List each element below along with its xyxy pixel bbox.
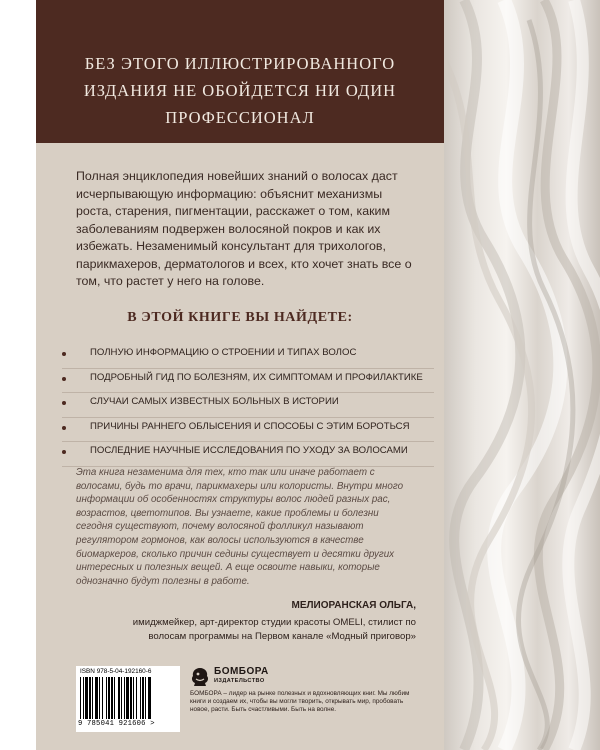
feature-list-item	[62, 393, 434, 418]
section-title: В ЭТОЙ КНИГЕ ВЫ НАЙДЕТЕ:	[127, 310, 353, 325]
headline: БЕЗ ЭТОГО ИЛЛЮСТРИРОВАННОГО ИЗДАНИЯ НЕ ОБОЙДЕТСЯ НИ ОДИН ПРОФЕССИОНАЛ	[83, 54, 397, 127]
publisher-description: БОМБОРА – лидер на рынке полезных и вдохновляющих книг. Мы любим книги и создаем их, чтобы вы могли творить, открывать мир, пробовать новое, расти. Быть счастливыми. Быть на волне.	[190, 690, 410, 714]
feature-list-item	[62, 418, 434, 443]
publisher-subtitle: ИЗДАТЕЛЬСТВО	[214, 678, 265, 684]
feature-list	[62, 344, 434, 467]
reviewer-name: МЕЛИОРАНСКАЯ ОЛЬГА,	[291, 600, 416, 611]
feature-text: СЛУЧАИ САМЫХ ИЗВЕСТНЫХ БОЛЬНЫХ В ИСТОРИИ	[90, 396, 339, 407]
isbn-label: ISBN 978-5-04-192160-6	[80, 668, 152, 675]
review-quote: Эта книга незаменима для тех, кто так или иначе работает с волосами, будь то врачи, парикмахеры или колористы. Внутри много информации об особенностях структуры волос людей разных рас, возрастов, цветотипов. Вы узнаете, какие проблемы и болезни сегодня существуют, почему волосяной фолликул называют регулятором гормонов, как волосы используются в качестве биомаркеров, сколько причин седины существует и десятки других интересных и полезных вещей. А еще освоите навыки, которые однозначно будут полезны в работе.	[76, 467, 404, 587]
bullet-dot-icon	[62, 352, 66, 356]
bullet-dot-icon	[62, 450, 66, 454]
feature-text: ПОСЛЕДНИЕ НАУЧНЫЕ ИССЛЕДОВАНИЯ ПО УХОДУ ЗА ВОЛОСАМИ	[90, 445, 408, 456]
barcode-number: 9 785041 921606 >	[78, 720, 155, 728]
reviewer-description: имиджмейкер, арт-директор студии красоты OMELI, стилист по волосам программы на Первом канале «Модный приговор»	[132, 617, 416, 642]
hair-waves-graphic	[444, 0, 600, 750]
feature-text: ПОЛНУЮ ИНФОРМАЦИЮ О СТРОЕНИИ И ТИПАХ ВОЛОС	[90, 347, 357, 358]
feature-text: ПОДРОБНЫЙ ГИД ПО БОЛЕЗНЯМ, ИХ СИМПТОМАМ И ПРОФИЛАКТИКЕ	[90, 371, 423, 383]
bullet-dot-icon	[62, 401, 66, 405]
bullet-dot-icon	[62, 377, 66, 381]
barcode-icon	[80, 677, 176, 719]
bombora-logo-icon	[190, 666, 210, 688]
feature-list-item	[62, 344, 434, 369]
feature-text: ПРИЧИНЫ РАННЕГО ОБЛЫСЕНИЯ И СПОСОБЫ С ЭТИМ БОРОТЬСЯ	[90, 420, 410, 432]
feature-list-item	[62, 369, 434, 394]
barcode-block	[76, 666, 180, 732]
publisher-name: БОМБОРА	[214, 666, 269, 677]
intro-paragraph: Полная энциклопедия новейших знаний о волосах даст исчерпывающую информацию: объяснит механизмы роста, старения, пигментации, расскажет о том, каким заболеваниям подвержен волосяной покров и как их избежать. Незаменимый консультант для трихологов, парикмахеров, дерматологов и всех, кто хочет знать все о том, что растет у него на голове.	[76, 169, 412, 288]
bullet-dot-icon	[62, 426, 66, 430]
blonde-hair-photo	[444, 0, 600, 750]
feature-list-item	[62, 442, 434, 467]
